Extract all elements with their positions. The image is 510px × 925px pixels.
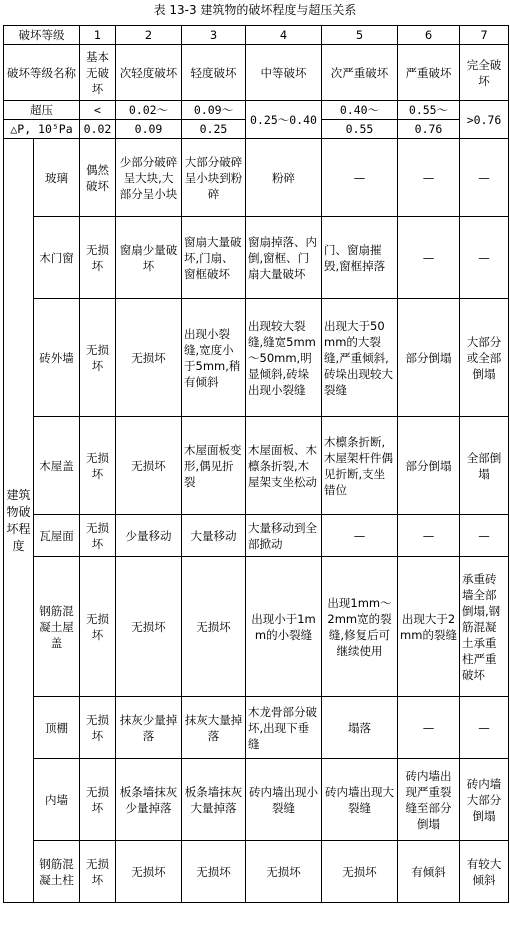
table-cell: 无损坏 bbox=[116, 557, 182, 697]
pressure-cell: >0.76 bbox=[460, 101, 509, 139]
table-cell: 窗扇少量破坏 bbox=[116, 217, 182, 299]
table-cell: 砖内墙出现严重裂缝至部分倒塌 bbox=[398, 759, 460, 841]
table-cell: 无损坏 bbox=[116, 417, 182, 515]
table-cell: 无损坏 bbox=[80, 417, 116, 515]
table-row bbox=[4, 299, 509, 417]
table-cell: 板条墙抹灰大量掉落 bbox=[182, 759, 246, 841]
table-cell: 无损坏 bbox=[246, 841, 322, 903]
table-cell: 抹灰少量掉落 bbox=[116, 697, 182, 759]
item-label: 瓦屋面 bbox=[34, 515, 80, 557]
table-cell: 木屋面板、木檩条折裂,木屋架支坐松动 bbox=[246, 417, 322, 515]
table-cell: — bbox=[398, 139, 460, 217]
table-cell: 少部分破碎呈大块,大部分呈小块 bbox=[116, 139, 182, 217]
table-row bbox=[4, 417, 509, 515]
level-cell: 5 bbox=[322, 26, 398, 45]
table-title: 表 13-3 建筑物的破坏程度与超压关系 bbox=[153, 3, 357, 17]
pressure-unit: △P, 10⁵Pa bbox=[4, 120, 80, 139]
item-label: 木屋盖 bbox=[34, 417, 80, 515]
pressure-cell: 0.09～ bbox=[182, 101, 246, 120]
table-cell: 无损坏 bbox=[80, 217, 116, 299]
table-cell: — bbox=[398, 515, 460, 557]
level-cell: 2 bbox=[116, 26, 182, 45]
table-cell: 承重砖墙全部倒塌,钢筋混凝土承重柱严重破坏 bbox=[460, 557, 509, 697]
table-cell: 无损坏 bbox=[80, 841, 116, 903]
pressure-cell: 0.40～ bbox=[322, 101, 398, 120]
pressure-cell: 0.25 bbox=[182, 120, 246, 139]
table-cell: 砖内墙大部分倒塌 bbox=[460, 759, 509, 841]
name-cell: 基本无破坏 bbox=[80, 45, 116, 101]
table-cell: — bbox=[398, 697, 460, 759]
table-cell: 有较大倾斜 bbox=[460, 841, 509, 903]
table-cell: 砖内墙出现大裂缝 bbox=[322, 759, 398, 841]
table-cell: 有倾斜 bbox=[398, 841, 460, 903]
item-label: 内墙 bbox=[34, 759, 80, 841]
table-cell: 无损坏 bbox=[80, 697, 116, 759]
table-cell: — bbox=[460, 217, 509, 299]
table-cell: 无损坏 bbox=[80, 515, 116, 557]
name-row bbox=[4, 45, 509, 101]
name-cell: 轻度破坏 bbox=[182, 45, 246, 101]
table-cell: — bbox=[398, 217, 460, 299]
table-cell: 无损坏 bbox=[182, 557, 246, 697]
table-cell: 无损坏 bbox=[80, 759, 116, 841]
table-cell: 出现较大裂缝,缝宽5mm～50mm,明显倾斜,砖垛出现小裂缝 bbox=[246, 299, 322, 417]
table-cell: 大部分破碎呈小块到粉碎 bbox=[182, 139, 246, 217]
table-cell: 出现1mm～2mm宽的裂缝,修复后可继续使用 bbox=[322, 557, 398, 697]
table-cell: 出现大于2mm的裂缝 bbox=[398, 557, 460, 697]
table-cell: 大量移动 bbox=[182, 515, 246, 557]
item-label: 顶棚 bbox=[34, 697, 80, 759]
table-cell: 部分倒塌 bbox=[398, 417, 460, 515]
item-label: 玻璃 bbox=[34, 139, 80, 217]
level-cell: 4 bbox=[246, 26, 322, 45]
table-cell: — bbox=[322, 139, 398, 217]
table-cell: 少量移动 bbox=[116, 515, 182, 557]
pressure-label: 超压 bbox=[4, 101, 80, 120]
table-cell: 木檩条折断,木屋架杆件偶见折断,支坐错位 bbox=[322, 417, 398, 515]
table-cell: 无损坏 bbox=[80, 557, 116, 697]
item-label: 钢筋混凝土柱 bbox=[34, 841, 80, 903]
table-cell: 无损坏 bbox=[182, 841, 246, 903]
pressure-row-top bbox=[4, 101, 509, 120]
table-cell: 无损坏 bbox=[322, 841, 398, 903]
table-cell: 窗扇掉落、内倒,窗框、门扇大量破坏 bbox=[246, 217, 322, 299]
pressure-cell: 0.55 bbox=[322, 120, 398, 139]
table-cell: — bbox=[322, 515, 398, 557]
table-cell: 无损坏 bbox=[116, 841, 182, 903]
level-row bbox=[4, 26, 509, 45]
pressure-cell: 0.55～ bbox=[398, 101, 460, 120]
table-cell: 粉碎 bbox=[246, 139, 322, 217]
table-row bbox=[4, 139, 509, 217]
table-cell: — bbox=[460, 139, 509, 217]
table-cell: 板条墙抹灰少量掉落 bbox=[116, 759, 182, 841]
table-cell: — bbox=[460, 515, 509, 557]
table-cell: 木屋面板变形,偶见折裂 bbox=[182, 417, 246, 515]
name-cell: 次严重破坏 bbox=[322, 45, 398, 101]
level-cell: 1 bbox=[80, 26, 116, 45]
table-cell: 部分倒塌 bbox=[398, 299, 460, 417]
pressure-cell: 0.02～ bbox=[116, 101, 182, 120]
table-row bbox=[4, 841, 509, 903]
table-cell: 出现大于50mm的大裂缝,严重倾斜,砖垛出现较大裂缝 bbox=[322, 299, 398, 417]
pressure-cell: 0.25～0.40 bbox=[246, 101, 322, 139]
table-row bbox=[4, 759, 509, 841]
damage-table bbox=[3, 25, 509, 903]
table-row bbox=[4, 557, 509, 697]
table-cell: 出现小裂缝,宽度小于5mm,稍有倾斜 bbox=[182, 299, 246, 417]
level-cell: 7 bbox=[460, 26, 509, 45]
pressure-cell: 0.02 bbox=[80, 120, 116, 139]
table-cell: 抹灰大量掉落 bbox=[182, 697, 246, 759]
pressure-cell: < bbox=[80, 101, 116, 120]
name-cell: 次轻度破坏 bbox=[116, 45, 182, 101]
table-cell: 砖内墙出现小裂缝 bbox=[246, 759, 322, 841]
table-cell: 无损坏 bbox=[80, 299, 116, 417]
level-cell: 6 bbox=[398, 26, 460, 45]
table-cell: 木龙骨部分破坏,出现下垂缝 bbox=[246, 697, 322, 759]
level-cell: 3 bbox=[182, 26, 246, 45]
name-label: 破坏等级名称 bbox=[4, 45, 80, 101]
item-label: 钢筋混凝土屋盖 bbox=[34, 557, 80, 697]
item-label: 砖外墙 bbox=[34, 299, 80, 417]
name-cell: 完全破坏 bbox=[460, 45, 509, 101]
name-cell: 严重破坏 bbox=[398, 45, 460, 101]
table-cell: 无损坏 bbox=[116, 299, 182, 417]
item-label: 木门窗 bbox=[34, 217, 80, 299]
level-label: 破坏等级 bbox=[4, 26, 80, 45]
table-cell: 出现小于1mm的小裂缝 bbox=[246, 557, 322, 697]
category-label: 建筑物破坏程度 bbox=[4, 139, 34, 903]
table-cell: 大量移动到全部掀动 bbox=[246, 515, 322, 557]
name-cell: 中等破坏 bbox=[246, 45, 322, 101]
table-cell: 塌落 bbox=[322, 697, 398, 759]
pressure-cell: 0.76 bbox=[398, 120, 460, 139]
table-cell: 偶然破坏 bbox=[80, 139, 116, 217]
table-row bbox=[4, 217, 509, 299]
table-cell: — bbox=[460, 697, 509, 759]
pressure-cell: 0.09 bbox=[116, 120, 182, 139]
table-row bbox=[4, 515, 509, 557]
table-cell: 门、窗扇摧毁,窗框掉落 bbox=[322, 217, 398, 299]
table-cell: 大部分或全部倒塌 bbox=[460, 299, 509, 417]
table-row bbox=[4, 697, 509, 759]
table-cell: 窗扇大量破坏,门扇、窗框破坏 bbox=[182, 217, 246, 299]
table-cell: 全部倒塌 bbox=[460, 417, 509, 515]
